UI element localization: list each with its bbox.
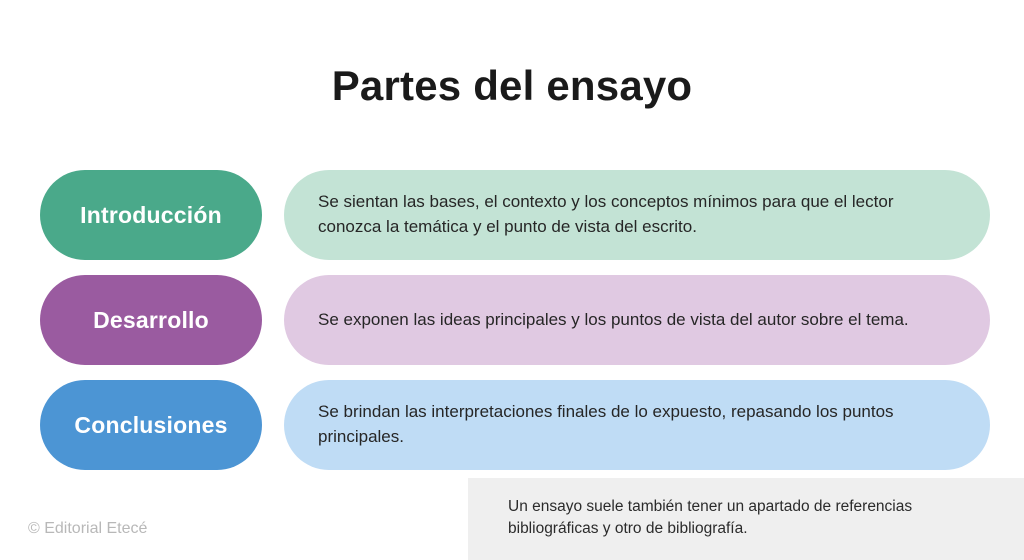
part-description-conclusiones: Se brindan las interpretaciones finales de lo expuesto, repasando los puntos principales. <box>284 380 990 470</box>
part-label-conclusiones: Conclusiones <box>40 380 262 470</box>
list-item <box>40 170 990 260</box>
footnote: Un ensayo suele también tener un apartado de referencias bibliográficas y otro de bibliografía. <box>468 478 1024 560</box>
list-item <box>40 380 990 470</box>
list-item <box>40 275 990 365</box>
credit-text: © Editorial Etecé <box>28 520 148 537</box>
part-label-desarrollo: Desarrollo <box>40 275 262 365</box>
part-description-desarrollo: Se exponen las ideas principales y los puntos de vista del autor sobre el tema. <box>284 275 990 365</box>
page-title: Partes del ensayo <box>331 62 693 109</box>
parts-list <box>40 170 990 485</box>
part-label-introduccion: Introducción <box>40 170 262 260</box>
part-description-introduccion: Se sientan las bases, el contexto y los conceptos mínimos para que el lector conozca la temática y el punto de vista del escrito. <box>284 170 990 260</box>
